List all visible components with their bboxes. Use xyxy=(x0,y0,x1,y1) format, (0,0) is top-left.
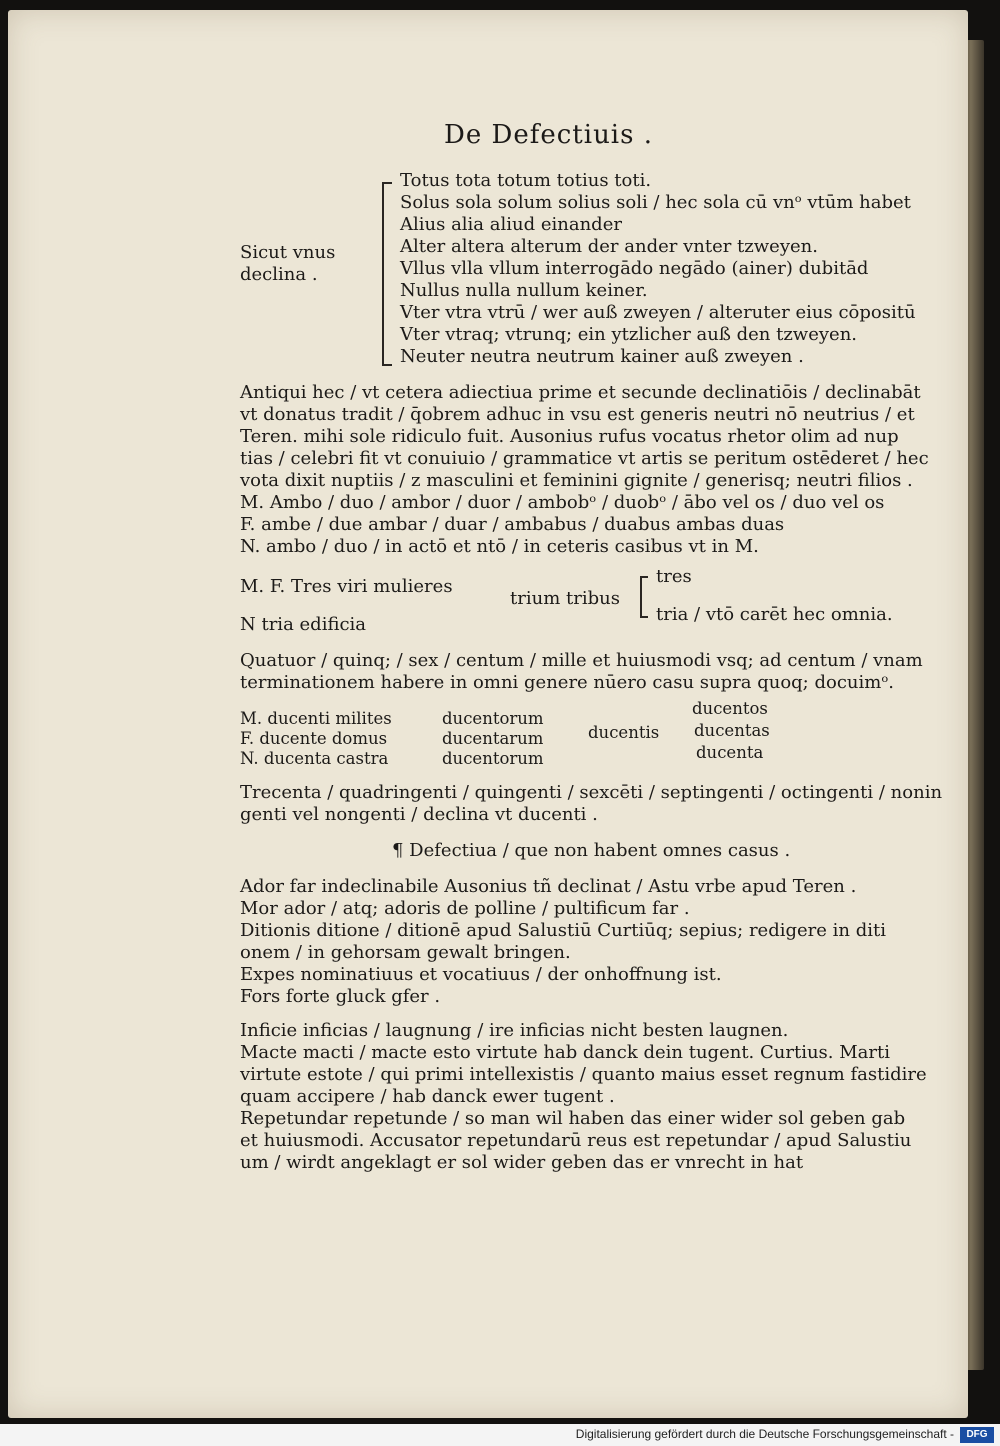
declension-line: Neuter neutra neutrum kainer auß zweyen . xyxy=(400,346,804,367)
side-label-line-2: declina . xyxy=(240,264,318,285)
text-line: Repetundar repetunde / so man wil haben das einer wider sol geben gab xyxy=(240,1108,906,1129)
ducenti-row: M. ducenti milites xyxy=(240,709,392,728)
tres-row-1: M. F. Tres viri mulieres xyxy=(240,576,453,597)
text-line: quam accipere / hab danck ewer tugent . xyxy=(240,1086,615,1107)
declension-line: Vllus vlla vllum interrogādo negādo (ainer) dubitād xyxy=(400,258,869,279)
declension-line: Alter altera alterum der ander vnter tzweyen. xyxy=(400,236,818,257)
text-line: Fors forte gluck gfer . xyxy=(240,986,441,1007)
text-line: um / wirdt angeklagt er sol wider geben das er vnrecht in hat xyxy=(240,1152,804,1173)
text-line: Teren. mihi sole ridiculo fuit. Ausonius rufus vocatus rhetor olim ad nup xyxy=(240,426,899,447)
text-line: M. Ambo / duo / ambor / duor / ambobᵒ / duobᵒ / ābo vel os / duo vel os xyxy=(240,492,885,513)
text-line: Macte macti / macte esto virtute hab danck dein tugent. Curtius. Marti xyxy=(240,1042,890,1063)
text-line: Mor ador / atq; adoris de polline / pultificum far . xyxy=(240,898,690,919)
declension-brace xyxy=(382,182,392,366)
declension-line: Vter vtra vtrū / wer auß zweyen / alteruter eius cōpositū xyxy=(400,302,916,323)
tres-row-2: N tria edificia xyxy=(240,614,367,635)
ducenti-genitive: ducentorum xyxy=(442,749,544,768)
declension-line: Alius alia aliud einander xyxy=(400,214,622,235)
text-line: vt donatus tradit / q̄obrem adhuc in vsu est generis neutri nō neutrius / et xyxy=(240,404,915,425)
ducenti-accusative: ducenta xyxy=(696,743,764,762)
text-line: N. ambo / duo / in actō et ntō / in ceteris casibus vt in M. xyxy=(240,536,759,557)
ducenti-accusative: ducentos xyxy=(692,699,768,718)
text-line: Ador far indeclinabile Ausonius tñ declinat / Astu vrbe apud Teren . xyxy=(240,876,857,897)
tres-right-top: tres xyxy=(656,566,692,587)
declension-line: Totus tota totum totius toti. xyxy=(400,170,652,191)
ducenti-row: N. ducenta castra xyxy=(240,749,389,768)
text-line: Ditionis ditione / ditionē apud Salustiū Curtiūq; sepius; redigere in diti xyxy=(240,920,886,941)
ducenti-dative: ducentis xyxy=(588,723,660,742)
tres-right-bottom: tria / vtō carēt hec omnia. xyxy=(656,604,893,625)
text-line: F. ambe / due ambar / duar / ambabus / duabus ambas duas xyxy=(240,514,785,535)
text-line: tias / celebri fit vt conuiuio / grammatice vt artis se peritum ostēderet / hec xyxy=(240,448,929,469)
text-line: virtute estote / qui primi intellexistis / quanto maius esset regnum fastidire xyxy=(240,1064,927,1085)
ducenti-row: F. ducente domus xyxy=(240,729,388,748)
declension-line: Solus sola solum solius soli / hec sola cū vnᵒ vtūm habet xyxy=(400,192,911,213)
declension-line: Vter vtraq; vtrunq; ein ytzlicher auß den tzweyen. xyxy=(400,324,858,345)
funding-notice: Digitalisierung gefördert durch die Deutsche Forschungsgemeinschaft - xyxy=(575,1427,954,1441)
book-page xyxy=(8,10,968,1418)
attribution-footer xyxy=(0,1424,1000,1446)
text-line: Expes nominatiuus et vocatiuus / der onhoffnung ist. xyxy=(240,964,722,985)
ducenti-genitive: ducentarum xyxy=(442,729,544,748)
page-title: De Defectiuis . xyxy=(444,120,653,150)
side-label-line-1: Sicut vnus xyxy=(240,242,336,263)
tres-brace xyxy=(640,576,648,618)
ducenti-genitive: ducentorum xyxy=(442,709,544,728)
text-line: vota dixit nuptiis / z masculini et feminini gignite / generisq; neutri filios . xyxy=(240,470,913,491)
tres-middle: trium tribus xyxy=(510,588,620,609)
text-line: Inficie inficias / laugnung / ire inficias nicht besten laugnen. xyxy=(240,1020,789,1041)
dfg-logo: DFG xyxy=(960,1427,994,1443)
text-line: Antiqui hec / vt cetera adiectiua prime et secunde declinatiōis / declinabāt xyxy=(240,382,921,403)
section-heading: ¶ Defectiua / que non habent omnes casus . xyxy=(392,840,791,861)
text-line: terminationem habere in omni genere nūero casu supra quoq; docuimᵒ. xyxy=(240,672,894,693)
text-line: onem / in gehorsam gewalt bringen. xyxy=(240,942,571,963)
text-line: Trecenta / quadringenti / quingenti / sexcēti / septingenti / octingenti / nonin xyxy=(240,782,943,803)
text-line: et huiusmodi. Accusator repetundarū reus est repetundar / apud Salustiu xyxy=(240,1130,912,1151)
text-line: Quatuor / quinq; / sex / centum / mille et huiusmodi vsq; ad centum / vnam xyxy=(240,650,923,671)
text-line: genti vel nongenti / declina vt ducenti . xyxy=(240,804,598,825)
declension-line: Nullus nulla nullum keiner. xyxy=(400,280,648,301)
ducenti-accusative: ducentas xyxy=(694,721,770,740)
